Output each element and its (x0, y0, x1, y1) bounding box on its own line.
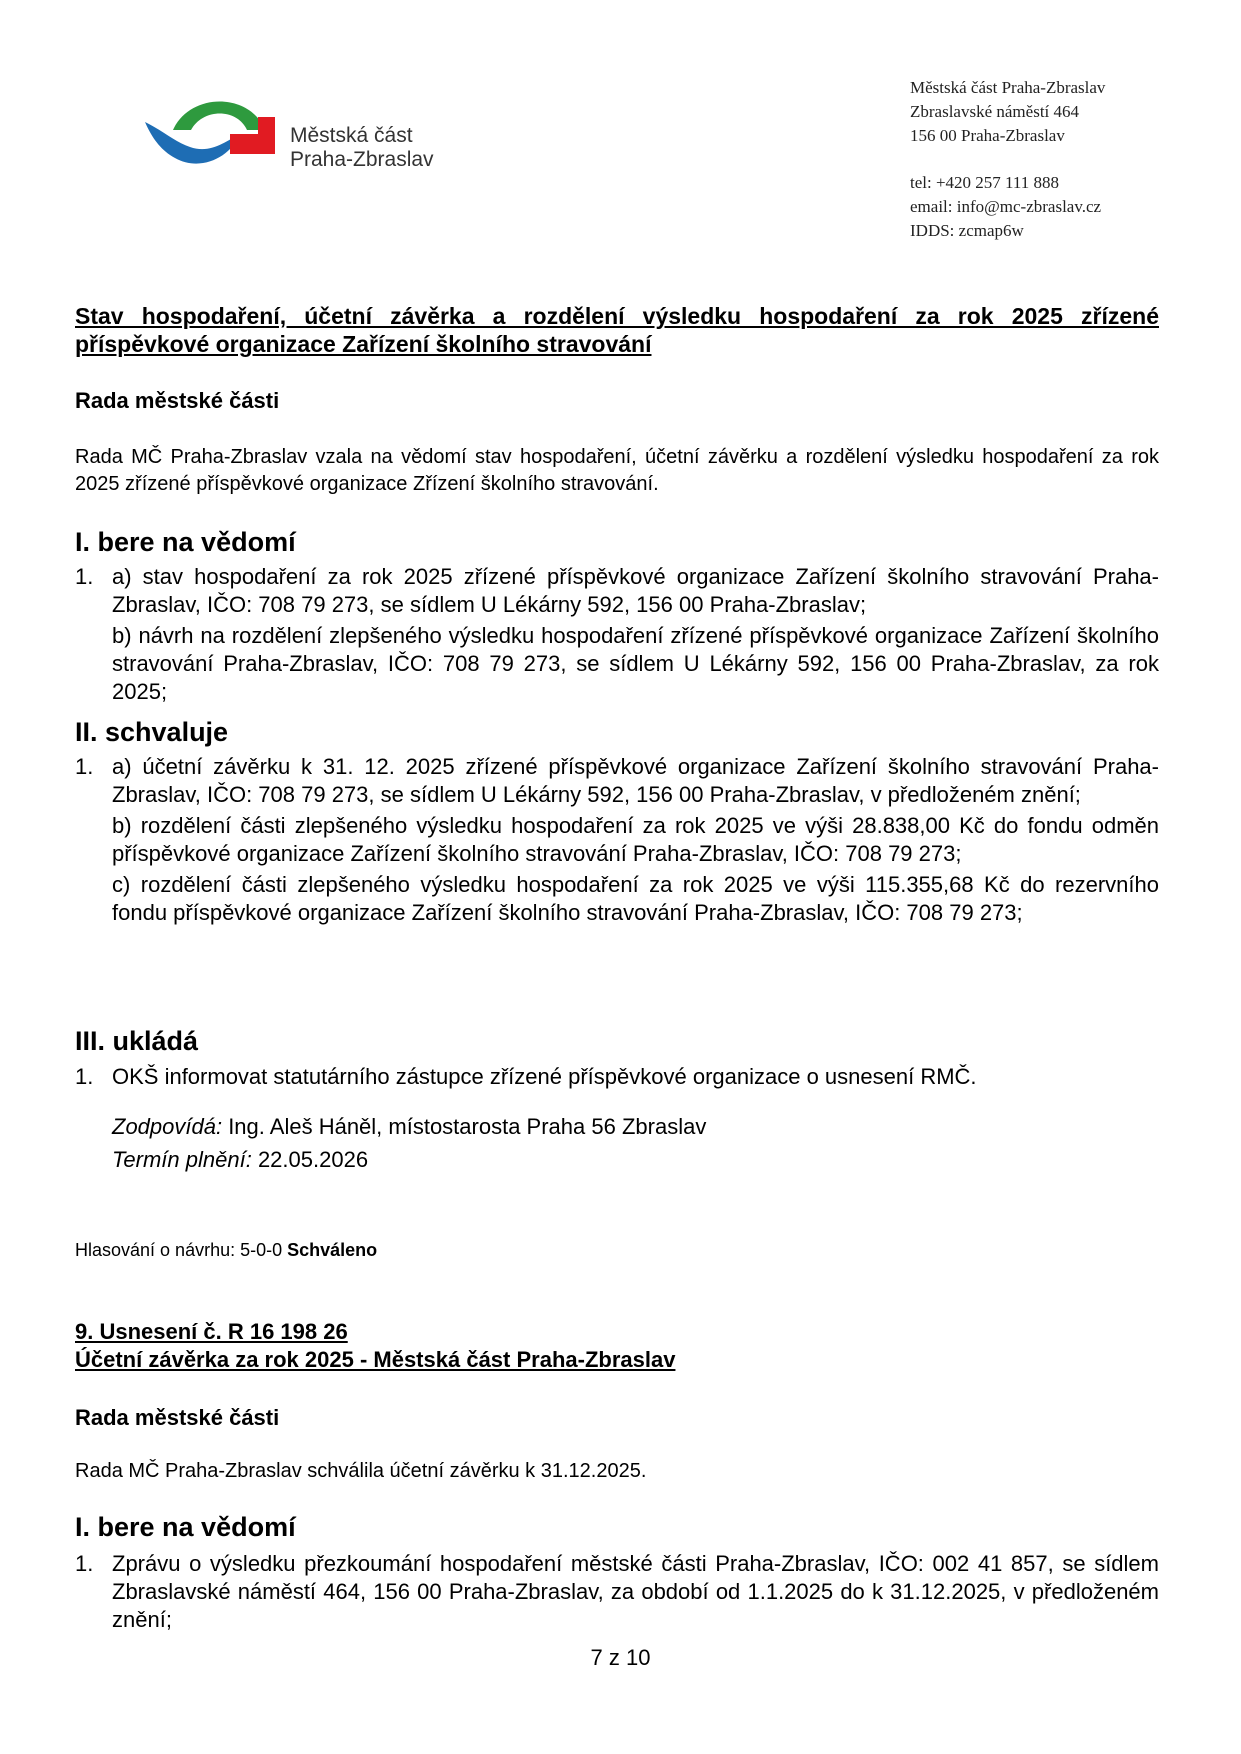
responsible-value: Ing. Aleš Háněl, místostarosta Praha 56 Zbraslav (222, 1114, 707, 1139)
logo-text-line1: Městská část (290, 124, 413, 147)
deadline-label: Termín plnění: (112, 1147, 252, 1172)
responsibility-block (112, 1110, 706, 1176)
item-number: 1. (75, 564, 94, 589)
item-text: Zprávu o výsledku přezkoumání hospodaření městské části Praha-Zbraslav, IČO: 002 41 857, se sídlem Zbraslavské náměstí 464, 156 00 Praha-Zbraslav, za období od 1.1.2025 do k 31.12.2025, v předloženém znění; (112, 1551, 1159, 1632)
section1-item (75, 563, 1159, 709)
contact-email: email: info@mc-zbraslav.cz (910, 197, 1102, 216)
item-c: c) rozdělení části zlepšeného výsledku hospodaření za rok 2025 ve výši 115.355,68 Kč do rezervního fondu příspěvkové organizace Zařízení školního stravování Praha-Zbraslav, IČO: 708 79 273; (112, 872, 1159, 925)
item-number: 1. (75, 1551, 94, 1576)
item-a: a) účetní závěrku k 31. 12. 2025 zřízené příspěvkové organizace Zařízení školního stravování Praha-Zbraslav, IČO: 708 79 273, se sídlem U Lékárny 592, 156 00 Praha-Zbraslav, v předloženém znění; (112, 754, 1159, 807)
item-b: b) návrh na rozdělení zlepšeného výsledku hospodaření zřízené příspěvkové organizace Zařízení školního stravování Praha-Zbraslav, IČO: 708 79 273, se sídlem U Lékárny 592, 156 00 Praha-Zbraslav, za rok 2025; (112, 623, 1159, 704)
logo-blue-wave (145, 122, 240, 164)
resolution-heading (75, 1318, 675, 1374)
vote-line (75, 1240, 377, 1261)
intro-paragraph-2: Rada MČ Praha-Zbraslav schválila účetní závěrku k 31.12.2025. (75, 1460, 647, 1482)
item-number: 1. (75, 1064, 94, 1089)
body-label: Rada městské části (75, 388, 280, 413)
document-title: Stav hospodaření, účetní závěrka a rozdělení výsledku hospodaření za rok 2025 zřízené příspěvkové organizace Zařízení školního stravování (75, 303, 1159, 357)
address-line: 156 00 Praha-Zbraslav (910, 126, 1065, 145)
item-number: 1. (75, 754, 94, 779)
address-block (910, 76, 1105, 243)
resolution-number: 9. Usnesení č. R 16 198 26 (75, 1319, 348, 1344)
logo-red-block-top (258, 117, 275, 139)
section-heading: I. bere na vědomí (75, 1512, 296, 1542)
item-b: b) rozdělení části zlepšeného výsledku hospodaření za rok 2025 ve výši 28.838,00 Kč do fondu odměn příspěvkové organizace Zařízení školního stravování Praha-Zbraslav, IČO: 708 79 273; (112, 813, 1159, 866)
body-label: Rada městské části (75, 1405, 280, 1430)
municipality-logo (145, 92, 285, 170)
section-heading: II. schvaluje (75, 717, 229, 747)
logo-text-line2: Praha-Zbraslav (290, 148, 434, 171)
section4-item (75, 1550, 1159, 1637)
resolution-title: Účetní závěrka za rok 2025 - Městská část Praha-Zbraslav (75, 1347, 676, 1372)
section-heading: I. bere na vědomí (75, 527, 296, 557)
logo-green-arc (173, 102, 265, 131)
address-line: Městská část Praha-Zbraslav (910, 78, 1106, 97)
contact-idds: IDDS: zcmap6w (910, 221, 1024, 240)
section2-item (75, 753, 1159, 930)
intro-paragraph: Rada MČ Praha-Zbraslav vzala na vědomí stav hospodaření, účetní závěrku a rozdělení výsledku hospodaření za rok 2025 zřízené příspěvkové organizace Zřízení školního stravování. (75, 446, 1159, 495)
vote-result: 5-0-0 (240, 1240, 288, 1260)
section3-item (75, 1063, 1159, 1094)
responsible-label: Zodpovídá: (112, 1114, 223, 1139)
section-heading: III. ukládá (75, 1026, 199, 1056)
item-text: OKŠ informovat statutárního zástupce zřízené příspěvkové organizace o usnesení RMČ. (112, 1064, 977, 1089)
contact-phone: tel: +420 257 111 888 (910, 173, 1060, 192)
deadline-value: 22.05.2026 (251, 1147, 369, 1172)
vote-label: Hlasování o návrhu: (75, 1240, 241, 1260)
page-number: 7 z 10 (590, 1645, 651, 1670)
logo-text (290, 124, 434, 172)
item-a: a) stav hospodaření za rok 2025 zřízené příspěvkové organizace Zařízení školního stravování Praha-Zbraslav, IČO: 708 79 273, se sídlem U Lékárny 592, 156 00 Praha-Zbraslav; (112, 564, 1159, 617)
address-line: Zbraslavské náměstí 464 (910, 102, 1080, 121)
vote-status: Schváleno (287, 1240, 378, 1260)
